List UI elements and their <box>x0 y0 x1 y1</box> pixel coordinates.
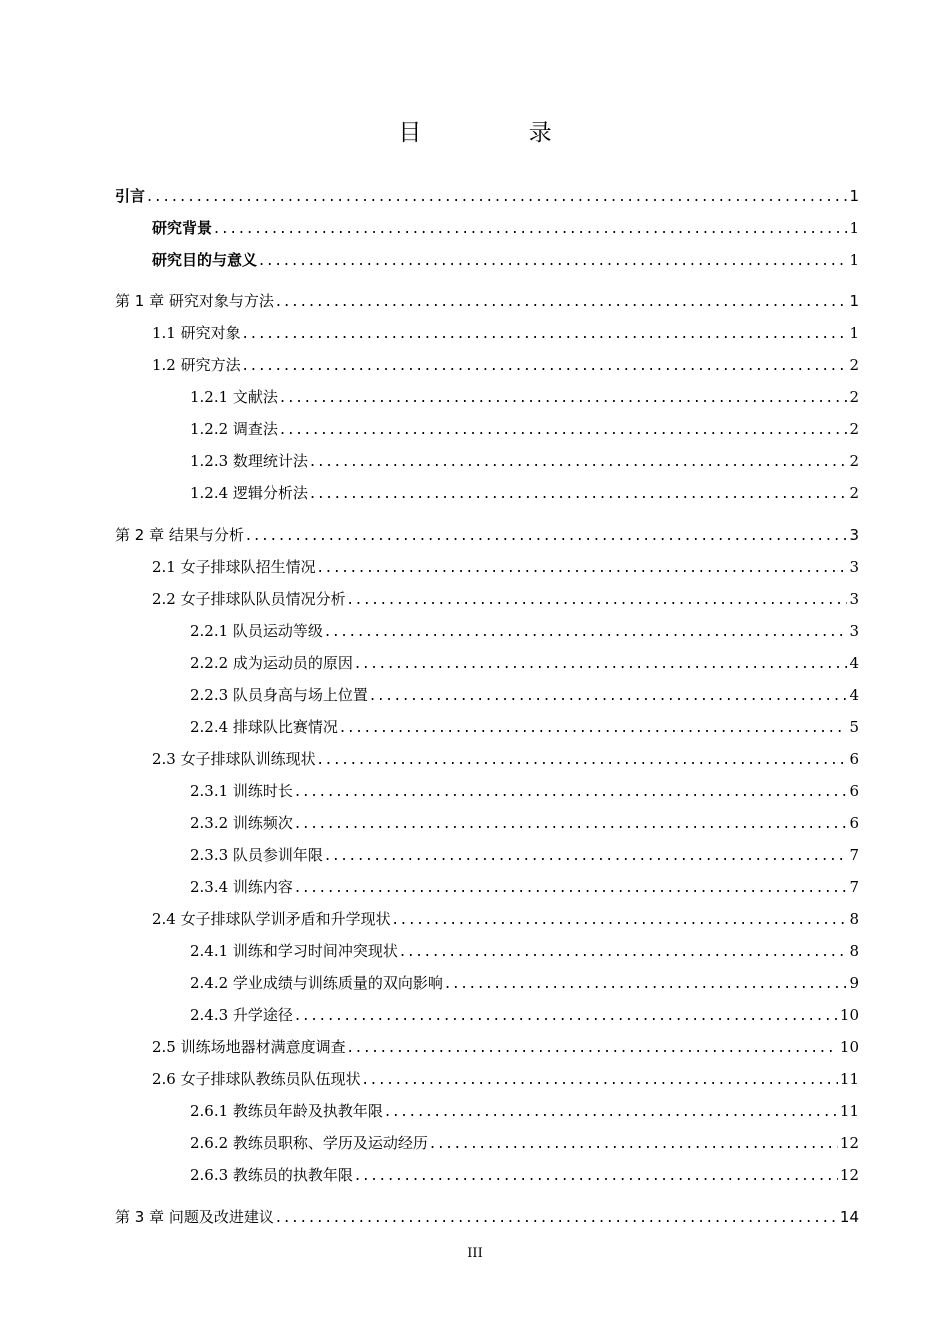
toc-entry-label: 1.2.1 文献法 <box>190 388 278 406</box>
toc-entry[interactable] <box>0 1036 950 1058</box>
leader-dots <box>385 1101 838 1120</box>
toc-entry-label: 2.3.2 训练频次 <box>190 814 293 832</box>
leader-dots <box>276 1207 838 1226</box>
leader-dots <box>348 589 848 608</box>
toc-entry[interactable] <box>0 556 950 578</box>
leader-dots <box>318 749 848 768</box>
toc-entry-label: 2.4.3 升学途径 <box>190 1006 293 1024</box>
toc-entry[interactable] <box>0 780 950 802</box>
toc-entry-page: 14 <box>839 1208 859 1226</box>
toc-entry-label: 2.3.1 训练时长 <box>190 782 293 800</box>
toc-entry-page: 2 <box>849 484 859 502</box>
toc-entry-page: 1 <box>849 292 859 310</box>
leader-dots <box>445 973 848 992</box>
toc-entry-label: 2.6.2 教练员职称、学历及运动经历 <box>190 1134 428 1152</box>
toc-entry-label: 2.6.1 教练员年龄及执教年限 <box>190 1102 383 1120</box>
leader-dots <box>246 525 848 544</box>
leader-dots <box>370 685 848 704</box>
toc-entry-label: 2.2.3 队员身高与场上位置 <box>190 686 368 704</box>
toc-entry[interactable] <box>0 908 950 930</box>
toc-entry[interactable] <box>0 217 950 239</box>
toc-entry-page: 3 <box>849 590 859 608</box>
toc-entry[interactable] <box>0 418 950 440</box>
toc-entry-label: 2.6.3 教练员的执教年限 <box>190 1166 353 1184</box>
toc-entry-page: 1 <box>849 251 859 269</box>
toc-entry-page: 6 <box>849 782 859 800</box>
toc-entry-label: 研究背景 <box>152 219 213 237</box>
toc-entry[interactable] <box>0 322 950 344</box>
toc-entry[interactable] <box>0 620 950 642</box>
toc-entry-label: 1.2 研究方法 <box>152 356 241 374</box>
toc-entry[interactable] <box>0 876 950 898</box>
toc-entry-page: 1 <box>849 324 859 342</box>
toc-entry-label: 第 3 章 问题及改进建议 <box>115 1208 274 1226</box>
leader-dots <box>325 621 848 640</box>
toc-entry-label: 2.4.1 训练和学习时间冲突现状 <box>190 942 398 960</box>
leader-dots <box>400 941 848 960</box>
toc-entry[interactable] <box>0 386 950 408</box>
leader-dots <box>348 1037 838 1056</box>
toc-entry-label: 2.5 训练场地器材满意度调查 <box>152 1038 346 1056</box>
leader-dots <box>318 557 848 576</box>
toc-entry-page: 11 <box>839 1102 859 1120</box>
toc-entry[interactable] <box>0 812 950 834</box>
toc-entry-page: 8 <box>849 942 859 960</box>
toc-entry-label: 1.2.2 调查法 <box>190 420 278 438</box>
leader-dots <box>295 877 848 896</box>
toc-entry-label: 1.1 研究对象 <box>152 324 241 342</box>
toc-entry-page: 2 <box>849 452 859 470</box>
toc-entry-page: 2 <box>849 388 859 406</box>
leader-dots <box>295 1005 838 1024</box>
toc-entry-page: 3 <box>849 622 859 640</box>
leader-dots <box>310 483 848 502</box>
toc-entry-page: 4 <box>849 654 859 672</box>
leader-dots <box>147 186 847 205</box>
leader-dots <box>340 717 848 736</box>
leader-dots <box>355 1165 838 1184</box>
toc-entry[interactable] <box>0 1206 950 1228</box>
toc-entry[interactable] <box>0 354 950 376</box>
toc-entry-page: 3 <box>849 558 859 576</box>
toc-entry[interactable] <box>0 1100 950 1122</box>
toc-entry[interactable] <box>0 1068 950 1090</box>
leader-dots <box>393 909 848 928</box>
leader-dots <box>280 419 848 438</box>
toc-entry[interactable] <box>0 524 950 546</box>
leader-dots <box>295 813 848 832</box>
leader-dots <box>243 323 848 342</box>
toc-entry-label: 2.3.3 队员参训年限 <box>190 846 323 864</box>
toc-entry[interactable] <box>0 844 950 866</box>
toc-entry[interactable] <box>0 684 950 706</box>
toc-entry-label: 2.2 女子排球队队员情况分析 <box>152 590 346 608</box>
leader-dots <box>295 781 848 800</box>
toc-entry-page: 5 <box>849 718 859 736</box>
toc-entry-page: 6 <box>849 814 859 832</box>
toc-entry-label: 2.2.4 排球队比赛情况 <box>190 718 338 736</box>
toc-entry-label: 2.3 女子排球队训练现状 <box>152 750 316 768</box>
toc-entry-page: 10 <box>839 1006 859 1024</box>
toc-entry-page: 1 <box>849 219 859 237</box>
toc-entry[interactable] <box>0 972 950 994</box>
toc-entry[interactable] <box>0 588 950 610</box>
toc-entry-label: 2.6 女子排球队教练员队伍现状 <box>152 1070 361 1088</box>
toc-entry[interactable] <box>0 450 950 472</box>
leader-dots <box>243 355 848 374</box>
toc-entry-page: 12 <box>839 1166 859 1184</box>
toc-entry[interactable] <box>0 940 950 962</box>
toc-entry-label: 1.2.4 逻辑分析法 <box>190 484 308 502</box>
toc-entry-label: 第 1 章 研究对象与方法 <box>115 292 274 310</box>
leader-dots <box>310 451 848 470</box>
toc-entry[interactable] <box>0 1164 950 1186</box>
toc-entry-label: 第 2 章 结果与分析 <box>115 526 244 544</box>
toc-entry-label: 2.4 女子排球队学训矛盾和升学现状 <box>152 910 391 928</box>
toc-entry-page: 9 <box>849 974 859 992</box>
toc-entry-label: 2.2.2 成为运动员的原因 <box>190 654 353 672</box>
toc-entry[interactable] <box>0 185 950 207</box>
toc-entry[interactable] <box>0 652 950 674</box>
toc-entry[interactable] <box>0 716 950 738</box>
leader-dots <box>276 291 848 310</box>
toc-entry-page: 7 <box>849 878 859 896</box>
toc-entry-page: 11 <box>839 1070 859 1088</box>
leader-dots <box>430 1133 838 1152</box>
toc-entry-label: 1.2.3 数理统计法 <box>190 452 308 470</box>
toc-entry-page: 2 <box>849 420 859 438</box>
toc-entry[interactable] <box>0 249 950 271</box>
toc-entry-page: 10 <box>839 1038 859 1056</box>
toc-entry-page: 7 <box>849 846 859 864</box>
toc-entry[interactable] <box>0 1004 950 1026</box>
leader-dots <box>355 653 848 672</box>
toc-entry-page: 1 <box>849 187 859 205</box>
toc-entry[interactable] <box>0 1132 950 1154</box>
toc-title: 目 录 <box>398 120 602 146</box>
toc-entry-page: 6 <box>849 750 859 768</box>
toc-entry[interactable] <box>0 482 950 504</box>
toc-entry-label: 引言 <box>115 187 146 205</box>
toc-entry-page: 12 <box>839 1134 859 1152</box>
toc-entry-page: 2 <box>849 356 859 374</box>
leader-dots <box>214 218 847 237</box>
toc-entry-page: 3 <box>849 526 859 544</box>
toc-entry-label: 研究目的与意义 <box>152 251 258 269</box>
leader-dots <box>259 250 847 269</box>
toc-entry-page: 8 <box>849 910 859 928</box>
toc-entry-label: 2.4.2 学业成绩与训练质量的双向影响 <box>190 974 443 992</box>
leader-dots <box>363 1069 838 1088</box>
leader-dots <box>280 387 848 406</box>
toc-entry-label: 2.1 女子排球队招生情况 <box>152 558 316 576</box>
toc-entry[interactable] <box>0 748 950 770</box>
toc-entry-label: 2.2.1 队员运动等级 <box>190 622 323 640</box>
toc-entry[interactable] <box>0 290 950 312</box>
page-number: III <box>467 1246 483 1261</box>
toc-entry-label: 2.3.4 训练内容 <box>190 878 293 896</box>
toc-entry-page: 4 <box>849 686 859 704</box>
leader-dots <box>325 845 848 864</box>
